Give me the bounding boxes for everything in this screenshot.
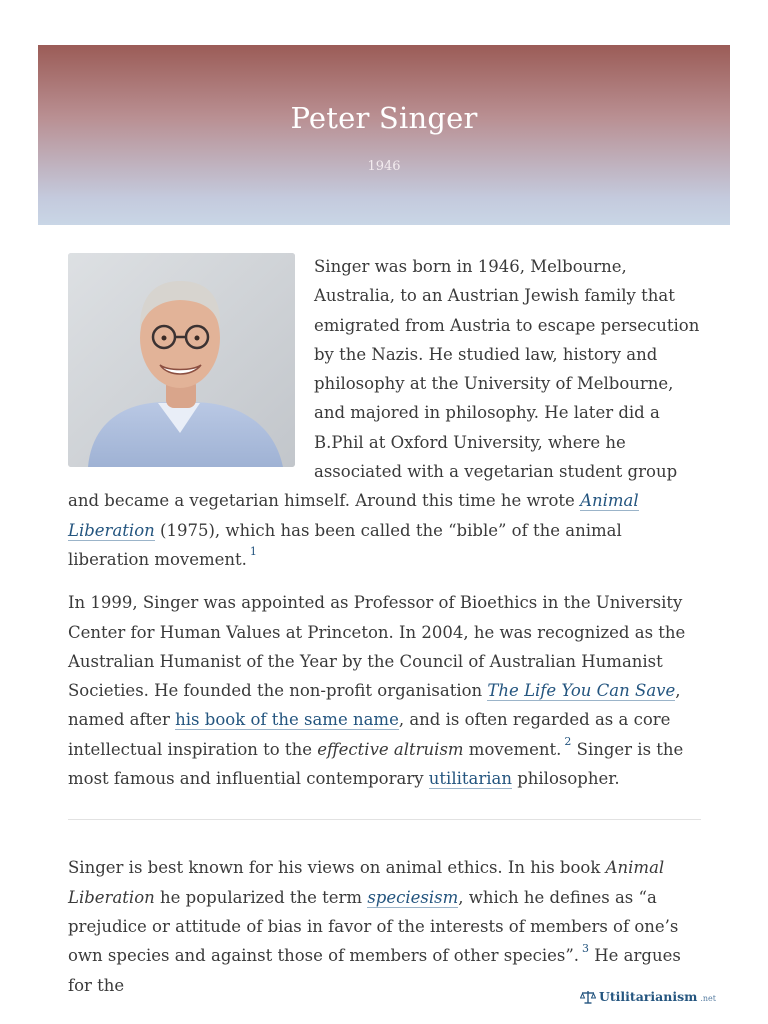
logo-tld: .net: [700, 993, 716, 1003]
footnote-ref-1[interactable]: 1: [249, 545, 257, 559]
bio-text: Singer was born in 1946, Melbourne, Australia, to an Austrian Jewish family that emigrated from Austria to escape persecution by the Nazis. He studied law, history and philosophy at the University of Melbourne, and majored in philosophy. He later did a B.Phil at Oxford University, where he associated with a vegetarian student group and became a vegetarian himself. Around this time he wrote: [68, 257, 700, 511]
bio-text: he popularized the term: [154, 887, 368, 907]
article-body: [68, 252, 701, 1014]
book-same-name-link[interactable]: his book of the same name: [175, 710, 399, 730]
bio-text: , which he defines as “a prejudice or attitude of bias in favor of the interests of members of one’s own species and against those of members of other species”.: [68, 887, 679, 966]
life-you-can-save-link[interactable]: The Life You Can Save: [487, 681, 676, 701]
logo-brand: Utilitarianism: [599, 989, 698, 1004]
bio-text: philosopher.: [511, 769, 620, 789]
bio-text: movement.: [463, 739, 562, 759]
effective-altruism-term: effective altruism: [317, 739, 464, 759]
birth-year: 1946: [367, 159, 401, 174]
bio-paragraph-2: [68, 588, 701, 793]
scales-icon: [580, 990, 596, 1004]
bio-text: He argues for the: [68, 946, 681, 995]
book-title: Animal Liberation: [68, 858, 665, 907]
portrait-illustration: [68, 253, 295, 467]
page-title: Peter Singer: [290, 101, 478, 135]
site-logo[interactable]: [580, 989, 716, 1004]
bio-text: In 1999, Singer was appointed as Professor of Bioethics in the University Center for Human Values at Princeton. In 2004, he was recognized as the Australian Humanist of the Year by the Council of Australian Humanist Societies. He founded the non-profit organisation: [68, 593, 686, 701]
portrait-image: [68, 253, 295, 467]
bio-text: , and is often regarded as a core intellectual inspiration to the: [68, 710, 671, 759]
footnote-ref-3[interactable]: 3: [582, 941, 590, 955]
bio-text: Singer is the most famous and influential contemporary: [68, 739, 684, 789]
speciesism-link[interactable]: speciesism: [367, 887, 459, 907]
title-banner: [38, 45, 730, 225]
bio-text: (1975), which has been called the “bible” of the animal liberation movement.: [68, 520, 622, 569]
footnote-ref-2[interactable]: 2: [564, 735, 572, 749]
bio-text: , named after: [68, 681, 681, 730]
animal-liberation-link[interactable]: Animal Liberation: [68, 491, 639, 540]
section-divider: [68, 819, 701, 820]
utilitarian-link[interactable]: utilitarian: [428, 769, 512, 789]
ethics-paragraph: [68, 853, 701, 999]
bio-text: Singer is best known for his views on animal ethics. In his book: [68, 858, 606, 878]
